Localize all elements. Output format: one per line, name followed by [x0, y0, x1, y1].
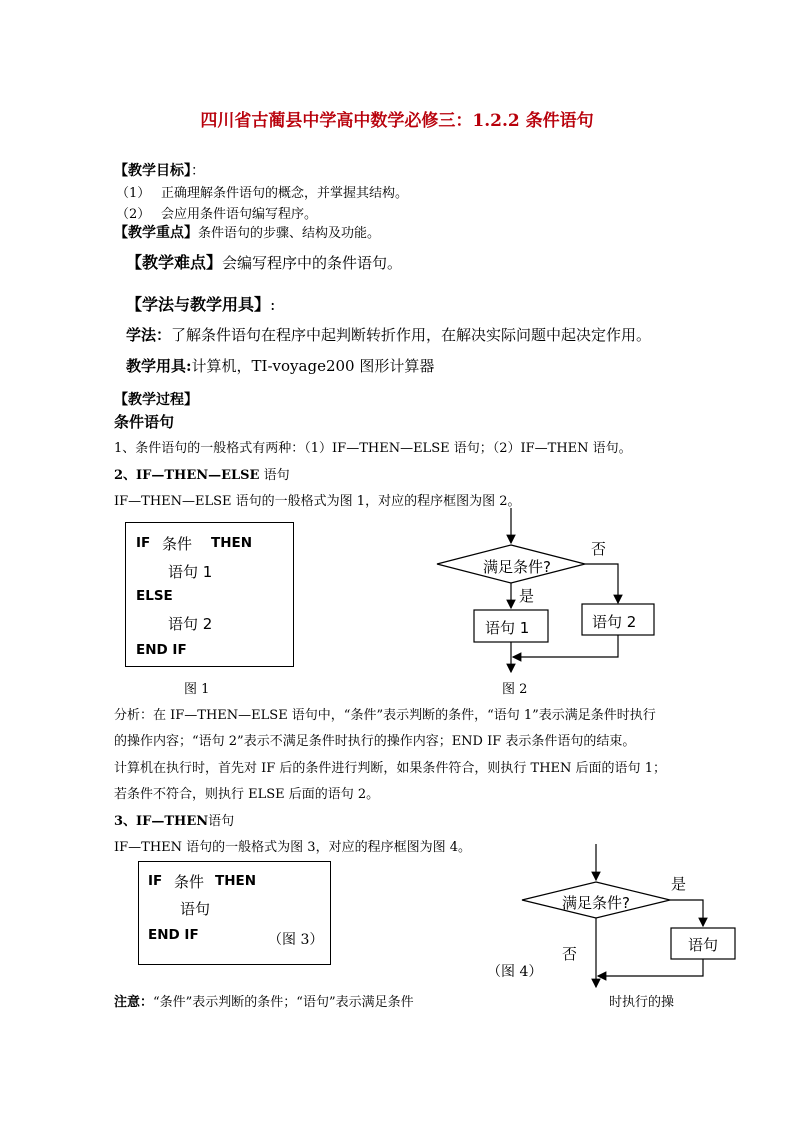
section-2-keyword: IF—THEN—ELSE [136, 468, 260, 483]
fig2-no-arrow [585, 564, 618, 603]
fig1-statement-1: 语句 1 [168, 563, 213, 581]
analysis-line-3: 计算机在执行时，首先对 IF 后的条件进行判断，如果条件符合，则执行 THEN 后面的语句 1； [114, 761, 666, 776]
fig1-else-keyword: ELSE [136, 588, 173, 604]
note [114, 991, 414, 1010]
fig1-statement-2: 语句 2 [168, 615, 213, 633]
section-3-keyword: IF—THEN [136, 814, 209, 829]
section-3-heading [114, 810, 234, 829]
fig3-then-keyword: THEN [215, 873, 257, 889]
fig4-merge-arrow [598, 959, 703, 976]
fig2-decision-label: 满足条件? [483, 558, 551, 576]
fig4-yes-arrow [670, 900, 703, 926]
objective-2-num: （2） [116, 207, 151, 222]
difficulty-text: 会编写程序中的条件语句。 [222, 254, 403, 272]
page-title: 四川省古蔺县中学高中数学必修三：1.2.2 条件语句 [200, 111, 594, 131]
section-3-intro: IF—THEN 语句的一般格式为图 3，对应的程序框图为图 4。 [114, 840, 471, 855]
fig3-caption: （图 3） [268, 932, 324, 948]
section-2-num: 2、 [114, 468, 137, 483]
section-2-intro: IF—THEN—ELSE 语句的一般格式为图 1，对应的程序框图为图 2。 [114, 494, 521, 509]
section-3-label: 语句 [208, 814, 235, 829]
methods-colon: : [270, 295, 276, 314]
fig2-statement-2-label: 语句 2 [592, 613, 637, 631]
fig4-caption: （图 4） [487, 964, 543, 980]
fig2-caption: 图 2 [502, 682, 528, 697]
fig2-no-label: 否 [591, 540, 607, 558]
fig1-endif-keyword: END IF [136, 642, 187, 658]
fig2-statement-1-label: 语句 1 [485, 619, 530, 637]
teaching-tools-text: 计算机，TI-voyage200 图形计算器 [191, 357, 435, 375]
fig3-if-keyword: IF [148, 873, 163, 889]
process-heading: 【教学过程】 [114, 392, 198, 408]
paragraph-1: 1、条件语句的一般格式有两种：（1）IF—THEN—ELSE 语句；（2）IF—THEN 语句。 [114, 441, 632, 456]
key-points-heading: 【教学重点】 [114, 225, 198, 241]
methods-heading: 【学法与教学用具】 [126, 295, 271, 314]
fig4-no-label: 否 [562, 945, 578, 963]
fig1-condition: 条件 [162, 535, 193, 553]
teaching-tools-label: 教学用具: [126, 357, 192, 375]
objectives-heading: 【教学目标】 [114, 163, 191, 179]
fig1-then-keyword: THEN [211, 535, 253, 551]
fig1-if-keyword: IF [136, 535, 151, 551]
section-2-label: 语句 [259, 468, 290, 483]
fig2-yes-label: 是 [519, 587, 535, 605]
fig4-yes-label: 是 [671, 875, 687, 893]
study-method-label: 学法： [126, 326, 172, 344]
objective-1-num: （1） [116, 186, 151, 201]
fig4-statement-label: 语句 [688, 936, 719, 954]
note-text: “条件”表示判断的条件；“语句”表示满足条件 [153, 995, 414, 1010]
section-3-num: 3、 [114, 814, 137, 829]
fig3-statement: 语句 [180, 900, 211, 918]
objective-1-text: 正确理解条件语句的概念，并掌握其结构。 [161, 186, 409, 201]
process-subheading: 条件语句 [114, 413, 175, 431]
fig3-condition: 条件 [174, 873, 205, 891]
fig1-caption: 图 1 [184, 682, 210, 697]
note-label: 注意： [114, 995, 154, 1010]
objectives-colon: ： [191, 163, 205, 179]
objective-2-text: 会应用条件语句编写程序。 [161, 207, 318, 222]
analysis-line-1: 分析：在 IF—THEN—ELSE 语句中，“条件”表示判断的条件，“语句 1”表示满足条件时执行 [114, 708, 656, 723]
analysis-line-2: 的操作内容；“语句 2”表示不满足条件时执行的操作内容；END IF 表示条件语句的结束。 [114, 734, 636, 749]
fig4-tail-text: 时执行的操 [609, 995, 675, 1010]
key-points-text: 条件语句的步骤、结构及功能。 [198, 226, 381, 241]
study-method-text: 了解条件语句在程序中起判断转折作用，在解决实际问题中起决定作用。 [171, 326, 652, 344]
fig3-endif-keyword: END IF [148, 927, 199, 943]
fig4-decision-label: 满足条件? [562, 894, 630, 912]
analysis-line-4: 若条件不符合，则执行 ELSE 后面的语句 2。 [114, 787, 380, 802]
difficulty-heading: 【教学难点】 [126, 253, 223, 272]
